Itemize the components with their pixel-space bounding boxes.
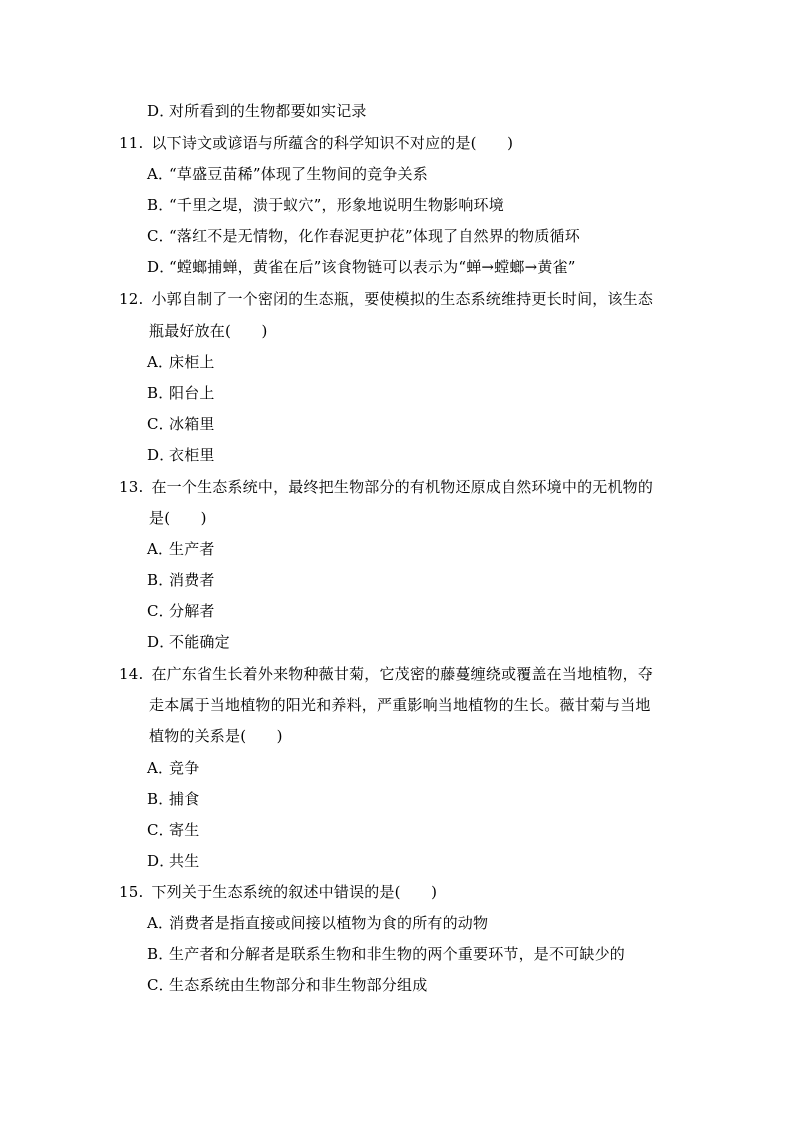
option-line — [147, 632, 230, 652]
option-key: D． — [147, 852, 175, 870]
option-key: C． — [147, 602, 174, 620]
option-key: A． — [147, 165, 174, 183]
option-key: D． — [147, 633, 175, 651]
option-text: 消费者是指直接或间接以植物为食的所有的动物 — [169, 914, 489, 932]
option-line — [147, 913, 488, 933]
option-text: 衣柜里 — [169, 446, 215, 464]
option-text: 冰箱里 — [169, 415, 215, 433]
question-stem-continuation: 植物的关系是( ) — [149, 727, 283, 745]
question-stem-text: 下列关于生态系统的叙述中错误的是( ) — [151, 883, 438, 901]
option-key: B． — [147, 945, 174, 963]
option-text: “螳螂捕蝉，黄雀在后”该食物链可以表示为“蝉→螳螂→黄雀” — [169, 258, 576, 276]
option-line — [147, 601, 215, 621]
question-number: 15. — [119, 883, 144, 901]
question-stem-continuation: 走本属于当地植物的阳光和养料，严重影响当地植物的生长。薇甘菊与当地 — [149, 696, 651, 714]
option-line — [147, 445, 215, 465]
question-number: 12. — [119, 290, 144, 308]
option-text: 对所看到的生物都要如实记录 — [169, 102, 367, 120]
question-number: 13. — [119, 478, 144, 496]
option-key: A． — [147, 914, 174, 932]
option-line — [147, 789, 199, 809]
option-text: 共生 — [169, 852, 200, 870]
option-line — [147, 820, 199, 840]
option-key: C． — [147, 415, 174, 433]
option-line — [147, 164, 428, 184]
option-text: 竞争 — [169, 759, 200, 777]
option-text: 阳台上 — [169, 384, 215, 402]
question-stem-text: 以下诗文或谚语与所蕴含的科学知识不对应的是( ) — [151, 134, 514, 152]
option-key: B． — [147, 571, 174, 589]
option-key: D． — [147, 446, 175, 464]
option-line — [147, 257, 576, 277]
option-text: 捕食 — [169, 790, 200, 808]
option-key: D． — [147, 102, 175, 120]
option-key: C． — [147, 227, 174, 245]
option-line — [147, 352, 215, 372]
option-key: B． — [147, 790, 174, 808]
option-text: “草盛豆苗稀”体现了生物间的竞争关系 — [169, 165, 428, 183]
option-text: 床柜上 — [169, 353, 215, 371]
option-text: 不能确定 — [169, 633, 230, 651]
question-number: 11. — [119, 134, 144, 152]
option-text: 生产者和分解者是联系生物和非生物的两个重要环节，是不可缺少的 — [169, 945, 626, 963]
option-line — [147, 101, 367, 121]
question-stem-continuation: 瓶最好放在( ) — [149, 322, 268, 340]
option-text: 消费者 — [169, 571, 215, 589]
option-text: “落红不是无情物，化作春泥更护花”体现了自然界的物质循环 — [169, 227, 580, 245]
option-line — [147, 758, 199, 778]
option-key: B． — [147, 384, 174, 402]
option-key: D． — [147, 258, 175, 276]
option-text: 寄生 — [169, 821, 200, 839]
option-line — [147, 851, 199, 871]
option-line — [147, 414, 215, 434]
option-key: C． — [147, 976, 174, 994]
option-text: 生态系统由生物部分和非生物部分组成 — [169, 976, 428, 994]
question-stem-text: 小郭自制了一个密闭的生态瓶，要使模拟的生态系统维持更长时间，该生态 — [151, 290, 654, 308]
question-stem-text: 在一个生态系统中，最终把生物部分的有机物还原成自然环境中的无机物的 — [151, 478, 654, 496]
option-key: C． — [147, 821, 174, 839]
option-key: B． — [147, 196, 174, 214]
option-line — [147, 539, 215, 559]
question-stem — [119, 664, 653, 684]
question-stem — [119, 133, 513, 153]
option-text: 生产者 — [169, 540, 215, 558]
question-stem — [119, 477, 653, 497]
option-line — [147, 944, 625, 964]
option-line — [147, 195, 504, 215]
question-stem-continuation: 是( ) — [149, 509, 207, 527]
option-line — [147, 975, 427, 995]
option-text: “千里之堤，溃于蚁穴”，形象地说明生物影响环境 — [169, 196, 504, 214]
question-number: 14. — [119, 665, 144, 683]
question-stem-text: 在广东省生长着外来物种薇甘菊，它茂密的藤蔓缠绕或覆盖在当地植物，夺 — [151, 665, 654, 683]
option-key: A． — [147, 353, 174, 371]
option-line — [147, 570, 215, 590]
option-line — [147, 383, 215, 403]
option-line — [147, 226, 580, 246]
option-key: A． — [147, 540, 174, 558]
question-stem — [119, 289, 653, 309]
option-text: 分解者 — [169, 602, 215, 620]
option-key: A． — [147, 759, 174, 777]
question-stem — [119, 882, 437, 902]
